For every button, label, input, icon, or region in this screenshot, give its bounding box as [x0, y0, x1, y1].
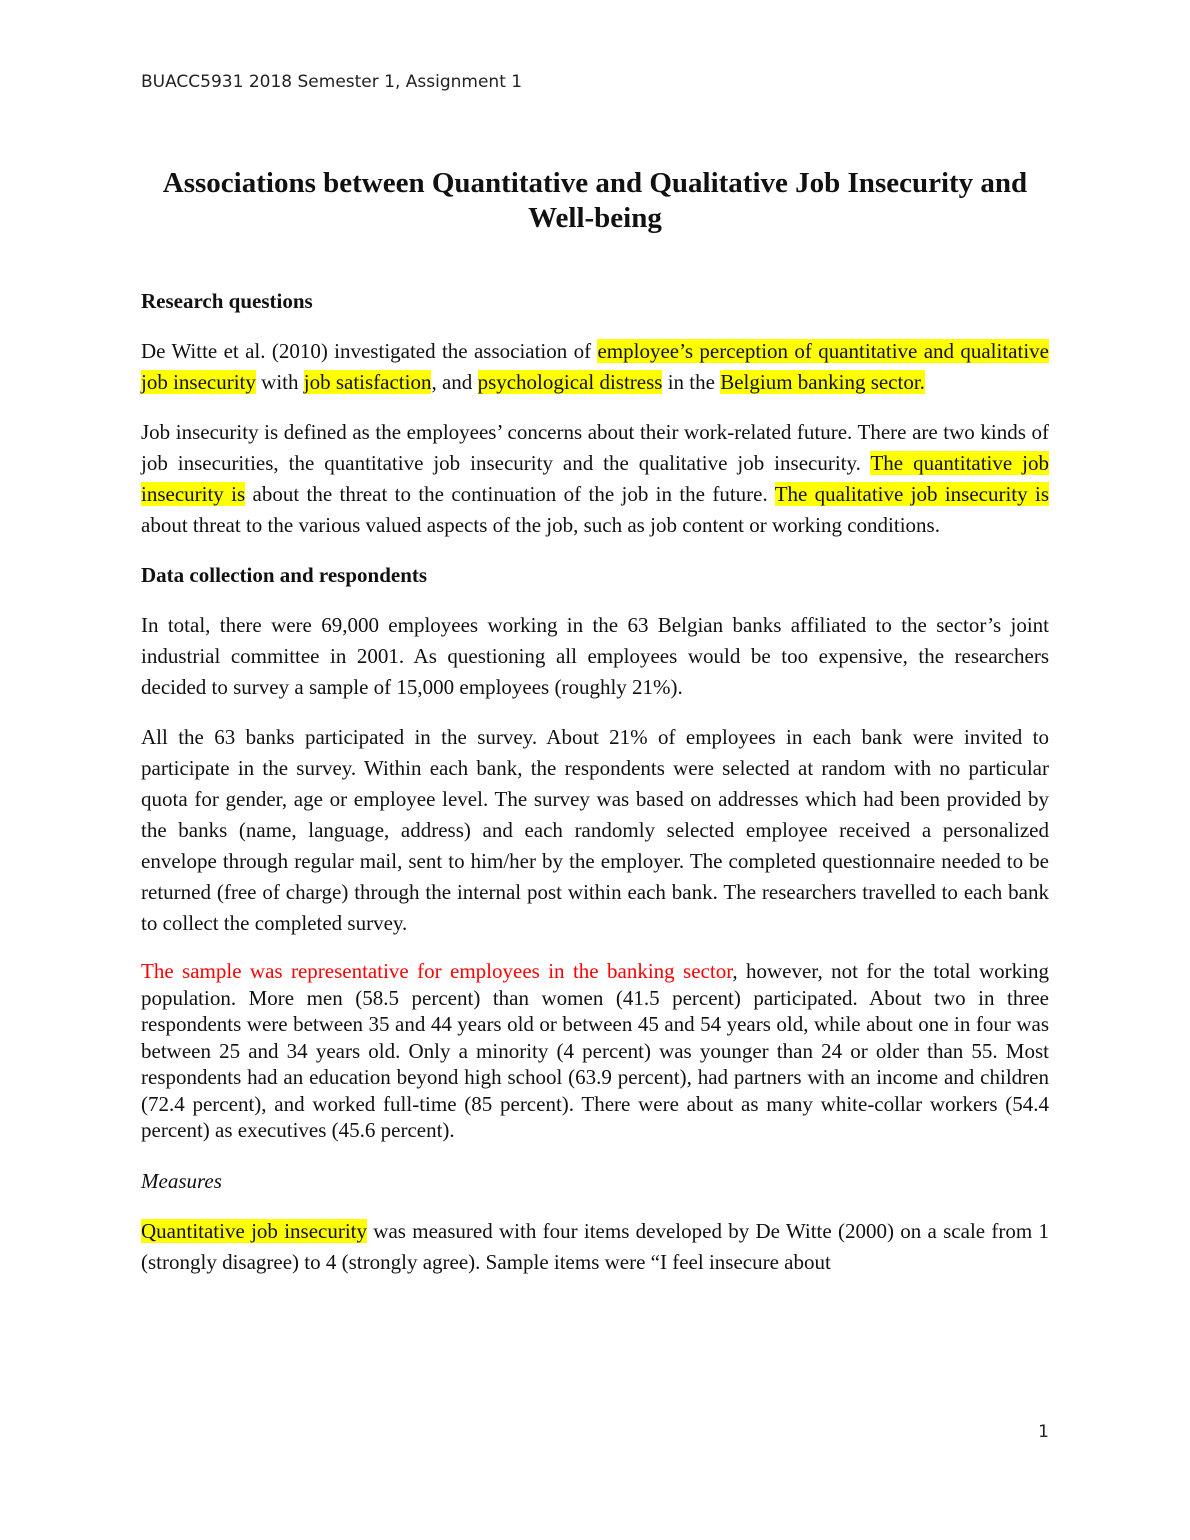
paragraph-data-collection-3 [141, 958, 1049, 1144]
document-title: Associations between Quantitative and Qualitative Job Insecurity and Well-being [162, 167, 1028, 234]
document-header: BUACC5931 2018 Semester 1, Assignment 1 [141, 72, 523, 92]
paragraph-measures-1 [141, 1216, 1049, 1278]
section-heading-measures: Measures [141, 1168, 222, 1193]
paragraph-research-questions-2 [141, 417, 1049, 541]
paragraph-data-collection-1: In total, there were 69,000 employees working in the 63 Belgian banks affiliated to the sector’s joint industrial committee in 2001. As questioning all employees would be too expensive, the researchers decided to survey a sample of 15,000 employees (roughly 21%). [141, 613, 1049, 699]
text-run: De Witte et al. (2010) investigated the association of [141, 339, 598, 363]
section-heading-data-collection: Data collection and respondents [141, 563, 428, 587]
section-heading-research-questions: Research questions [141, 289, 313, 313]
text-run: Job insecurity is defined as the employees’ concerns about their work-related future. There are two kinds of job insecurities, the quantitative job insecurity and the qualitative job insecurity. [141, 420, 1049, 475]
text-run: , however, not for the total working population. More men (58.5 percent) than women (41.5 percent) participated. About two in three respondents were between 35 and 44 years old or between 45 and 54 years old, while about one in four was between 25 and 34 years old. Only a minority (4 percent) was younger than 24 or older than 55. Most respondents had an education beyond high school (63.9 percent), had partners with an income and children (72.4 percent), and worked full-time (85 percent). There were about as many white-collar workers (54.4 percent) as executives (45.6 percent). [141, 959, 1049, 1142]
page-number: 1 [1038, 1422, 1049, 1442]
document-body [141, 166, 1049, 1297]
highlighted-text: employee’s perception of quantitative and qualitative job insecurity [141, 339, 1049, 394]
paragraph-research-questions-1 [141, 336, 1049, 398]
highlighted-text: Belgium banking sector. [720, 370, 925, 394]
text-run: about threat to the various valued aspects of the job, such as job content or working conditions. [141, 513, 940, 537]
red-text: The sample was representative for employees in the banking sector [141, 959, 733, 983]
text-run: in the [662, 370, 721, 394]
text-run: was measured with four items developed by De Witte (2000) on a scale from 1 (strongly disagree) to 4 (strongly agree). Sample items were “I feel insecure about [141, 1218, 1049, 1274]
highlighted-text: job satisfaction [303, 370, 432, 394]
text-run: , and [431, 370, 478, 394]
highlighted-text: Quantitative job insecurity [141, 1218, 368, 1243]
paragraph-data-collection-2: All the 63 banks participated in the survey. About 21% of employees in each bank were invited to participate in the survey. Within each bank, the respondents were selected at random with no particular quota for gender, age or employee level. The survey was based on addresses which had been provided by the banks (name, language, address) and each randomly selected employee received a personalized envelope through regular mail, sent to him/her by the employer. The completed questionnaire needed to be returned (free of charge) through the internal post within each bank. The researchers travelled to each bank to collect the completed survey. [141, 725, 1049, 935]
text-run: with [255, 370, 304, 394]
text-run: about the threat to the continuation of the job in the future. [245, 482, 775, 506]
highlighted-text: The quantitative job insecurity is [141, 451, 1050, 506]
highlighted-text: The qualitative job insecurity is [774, 482, 1049, 506]
highlighted-text: psychological distress [477, 370, 663, 394]
